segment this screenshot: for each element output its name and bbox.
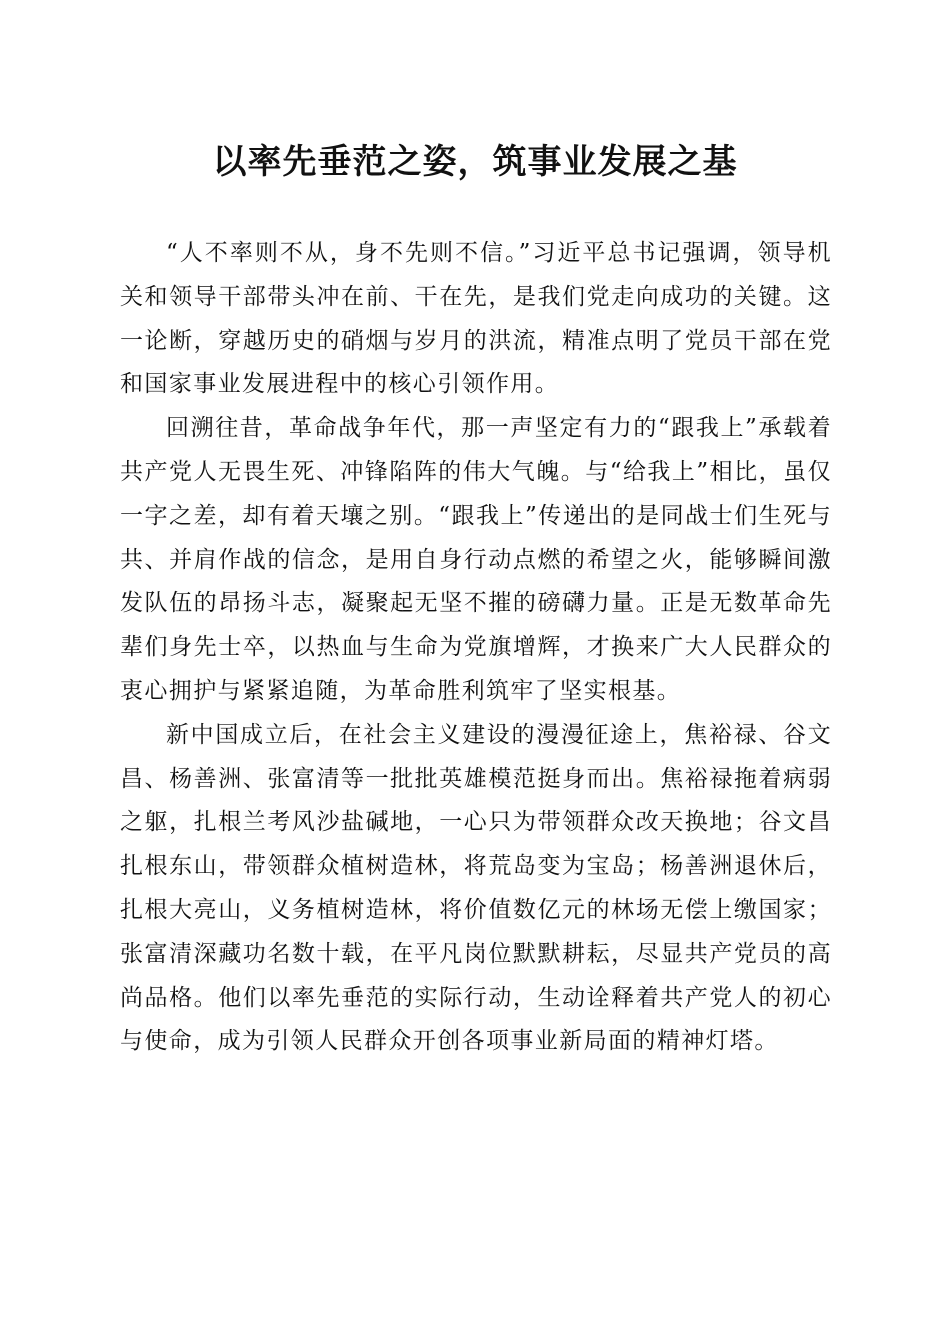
- document-title: 以率先垂范之姿，筑事业发展之基: [212, 142, 738, 182]
- paragraph-2: 回溯往昔，革命战争年代，那一声坚定有力的“跟我上”承载着共产党人无畏生死、冲锋陷阵的伟大气魄。与“给我上”相比，虽仅一字之差，却有着天壤之别。“跟我上”传递出的是同战士们生死与共、并肩作战的信念，是用自身行动点燃的希望之火，能够瞬间激发队伍的昂扬斗志，凝聚起无坚不摧的磅礴力量。正是无数革命先辈们身先士卒，以热血与生命为党旗增辉，才换来广大人民群众的衷心拥护与紧紧追随，为革命胜利筑牢了坚实根基。: [120, 415, 832, 704]
- paragraph-3: 新中国成立后，在社会主义建设的漫漫征途上，焦裕禄、谷文昌、杨善洲、张富清等一批批英雄模范挺身而出。焦裕禄拖着病弱之躯，扎根兰考风沙盐碱地，一心只为带领群众改天换地；谷文昌扎根东山，带领群众植树造林，将荒岛变为宝岛；杨善洲退休后，扎根大亮山，义务植树造林，将价值数亿元的林场无偿上缴国家；张富清深藏功名数十载，在平凡岗位默默耕耘，尽显共产党员的高尚品格。他们以率先垂范的实际行动，生动诠释着共产党人的初心与使命，成为引领人民群众开创各项事业新局面的精神灯塔。: [120, 721, 832, 1055]
- paragraph-1: “人不率则不从，身不先则不信。”习近平总书记强调，领导机关和领导干部带头冲在前、干在先，是我们党走向成功的关键。这一论断，穿越历史的硝烟与岁月的洪流，精准点明了党员干部在党和国家事业发展进程中的核心引领作用。: [120, 240, 832, 398]
- document-body: [120, 232, 832, 1064]
